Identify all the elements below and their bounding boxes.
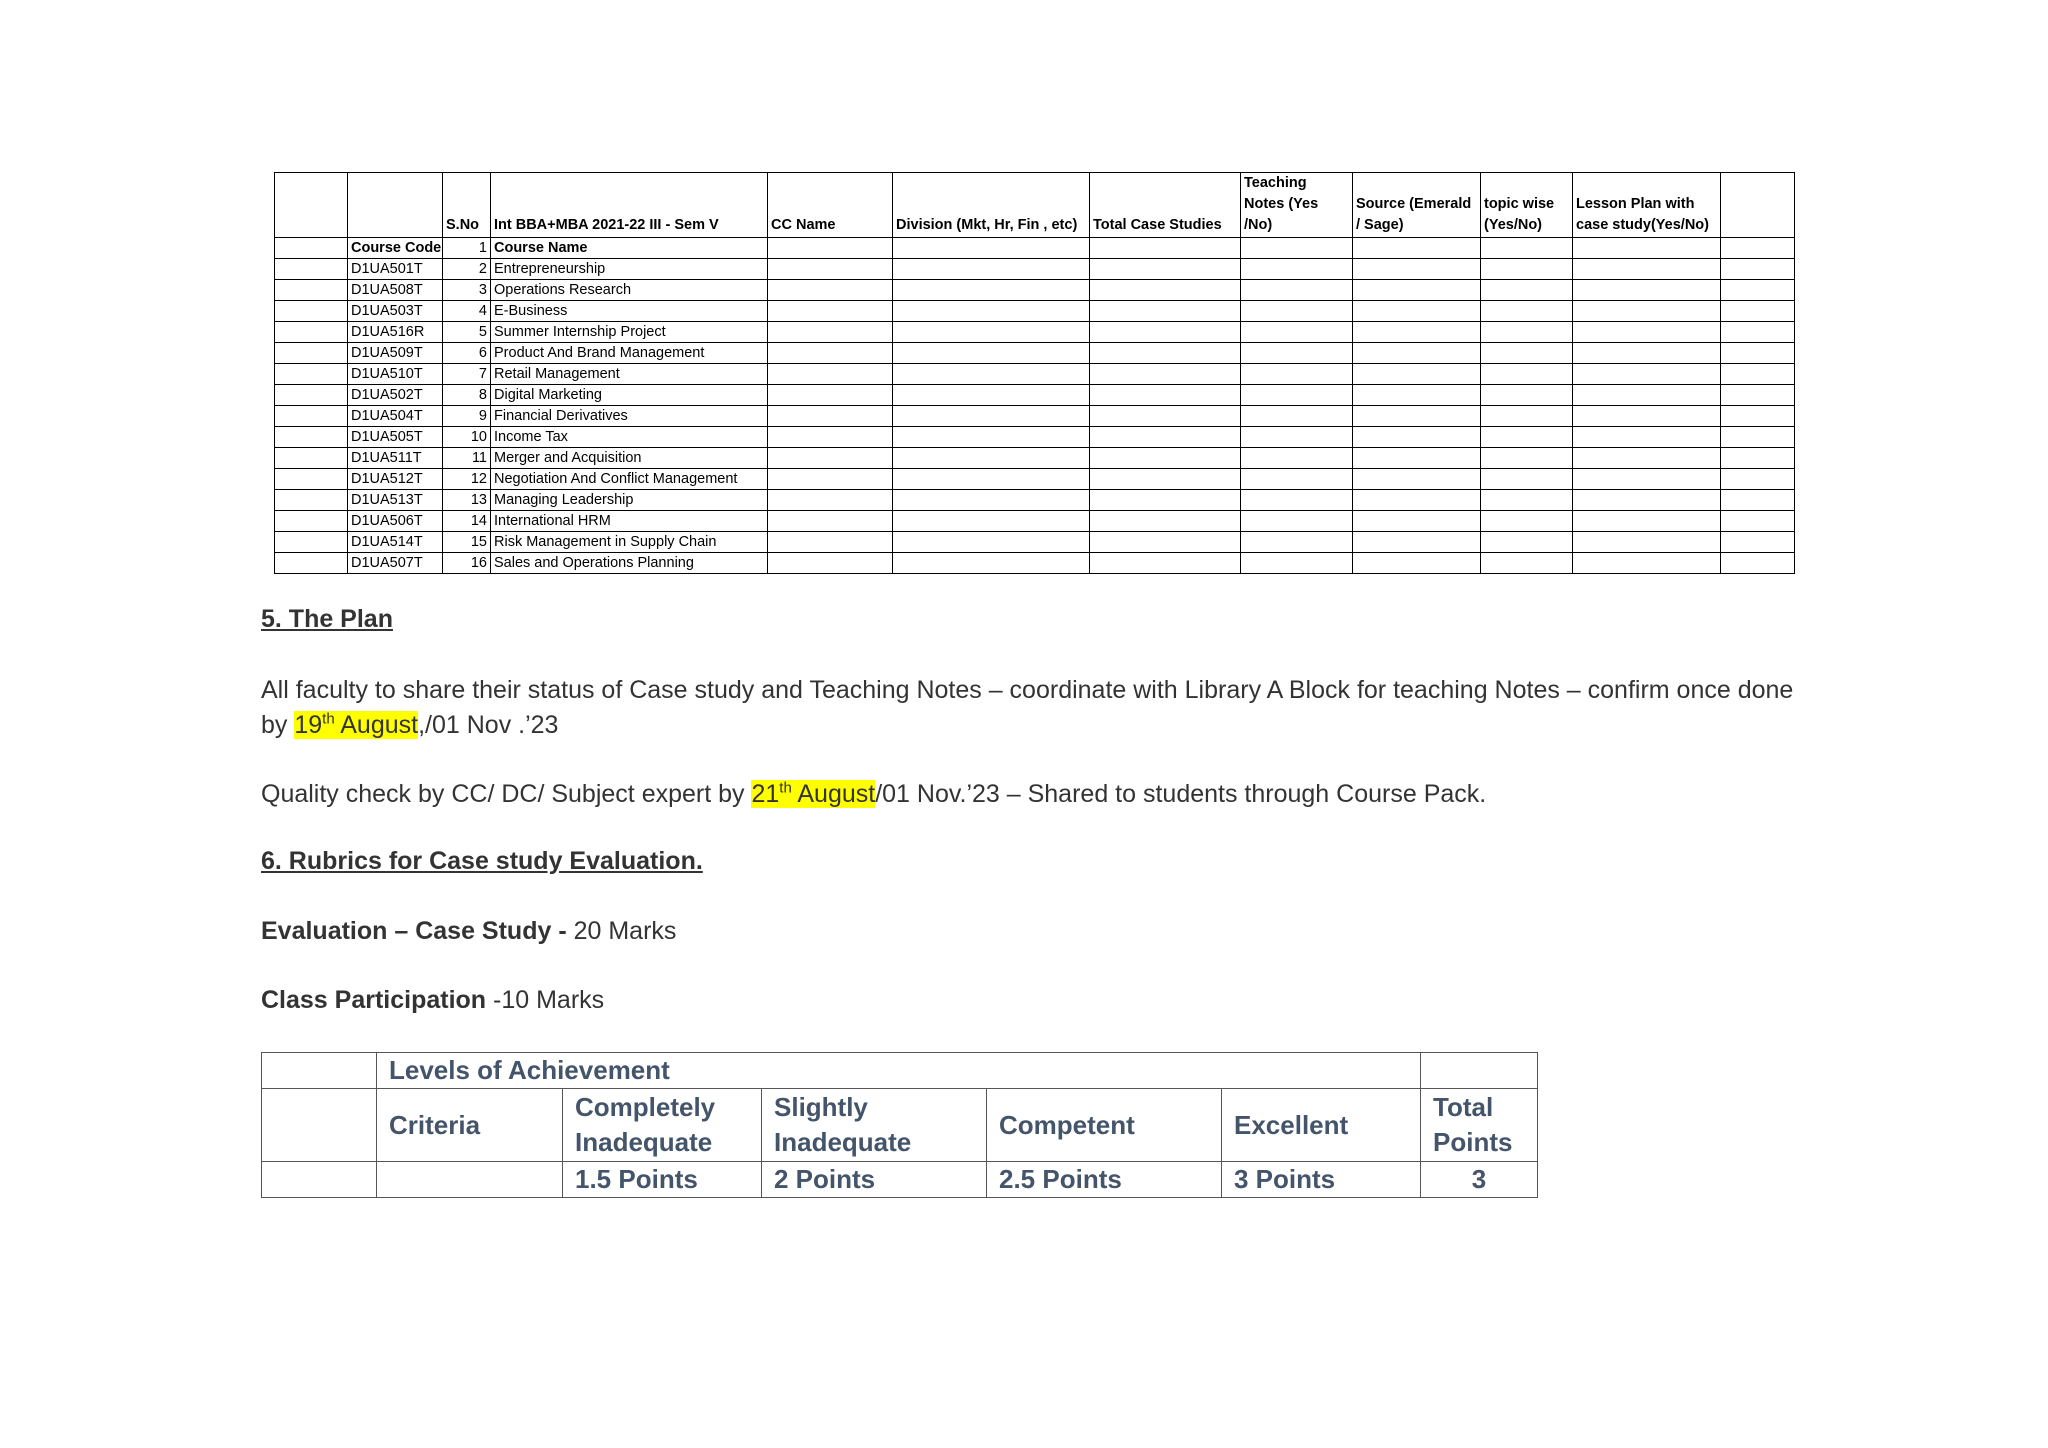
course-name-cell: Entrepreneurship — [491, 259, 768, 280]
criteria-header: Criteria — [377, 1089, 563, 1162]
sno-cell: 13 — [443, 490, 491, 511]
table-row — [275, 553, 1795, 574]
class-participation-value: -10 Marks — [486, 986, 605, 1014]
topic-wise-cell — [1481, 385, 1573, 406]
division-cell — [893, 385, 1090, 406]
sno-cell: 15 — [443, 532, 491, 553]
total-case-studies-cell — [1090, 343, 1241, 364]
header-blank-cell — [275, 173, 348, 238]
teaching-notes-cell — [1241, 490, 1353, 511]
sno-cell: 1 — [443, 238, 491, 259]
total-case-studies-cell — [1090, 301, 1241, 322]
blank-cell — [1721, 553, 1795, 574]
division-cell — [893, 322, 1090, 343]
blank-cell — [275, 553, 348, 574]
deadline-2-month: August — [791, 780, 876, 808]
source-cell — [1353, 385, 1481, 406]
teaching-notes-cell — [1241, 427, 1353, 448]
source-cell — [1353, 532, 1481, 553]
course-code-cell: D1UA512T — [348, 469, 443, 490]
blank-cell — [275, 322, 348, 343]
cc-name-cell — [768, 322, 893, 343]
course-name-cell: E-Business — [491, 301, 768, 322]
table-row — [275, 280, 1795, 301]
blank-cell — [275, 343, 348, 364]
course-code-cell: D1UA516R — [348, 322, 443, 343]
teaching-notes-cell — [1241, 301, 1353, 322]
lesson-plan-cell — [1573, 343, 1721, 364]
course-code-cell: D1UA509T — [348, 343, 443, 364]
course-name-cell: Operations Research — [491, 280, 768, 301]
blank-cell — [1721, 301, 1795, 322]
topic-wise-cell — [1481, 322, 1573, 343]
topic-wise-cell — [1481, 280, 1573, 301]
lesson-plan-cell — [1573, 385, 1721, 406]
topic-wise-cell — [1481, 301, 1573, 322]
rubric-row-levels — [262, 1053, 1538, 1089]
division-cell — [893, 301, 1090, 322]
blank-cell — [275, 364, 348, 385]
rubric-row-points — [262, 1162, 1538, 1198]
course-name-cell: Digital Marketing — [491, 385, 768, 406]
source-cell — [1353, 469, 1481, 490]
teaching-notes-cell — [1241, 322, 1353, 343]
rubrics-heading: 6. Rubrics for Case study Evaluation. — [261, 847, 703, 875]
lesson-plan-cell — [1573, 322, 1721, 343]
total-points-header: Total Points — [1421, 1089, 1538, 1162]
course-name-cell: Financial Derivatives — [491, 406, 768, 427]
blank-cell — [1241, 238, 1353, 259]
teaching-notes-cell — [1241, 406, 1353, 427]
blank-cell — [893, 238, 1090, 259]
total-case-studies-cell — [1090, 469, 1241, 490]
table-row — [275, 343, 1795, 364]
sno-cell: 8 — [443, 385, 491, 406]
table-header-row — [275, 173, 1795, 238]
points-slightly-inadequate: 2 Points — [762, 1162, 987, 1198]
class-participation-line — [261, 983, 604, 1018]
plan-heading: 5. The Plan — [261, 605, 393, 633]
total-case-studies-cell — [1090, 364, 1241, 385]
total-case-studies-cell — [1090, 385, 1241, 406]
cc-name-cell — [768, 343, 893, 364]
blank-cell — [275, 280, 348, 301]
table-row — [275, 532, 1795, 553]
table-row — [275, 259, 1795, 280]
total-case-studies-cell — [1090, 259, 1241, 280]
cc-name-cell — [768, 364, 893, 385]
rubric-row-headers — [262, 1089, 1538, 1162]
course-code-cell: D1UA511T — [348, 448, 443, 469]
header-lesson-plan: Lesson Plan with case study(Yes/No) — [1573, 173, 1721, 238]
division-cell — [893, 511, 1090, 532]
lesson-plan-cell — [1573, 364, 1721, 385]
blank-cell — [275, 259, 348, 280]
topic-wise-cell — [1481, 364, 1573, 385]
course-code-cell: D1UA510T — [348, 364, 443, 385]
course-code-cell: D1UA502T — [348, 385, 443, 406]
levels-of-achievement-title: Levels of Achievement — [377, 1053, 1421, 1089]
total-case-studies-cell — [1090, 490, 1241, 511]
blank-cell — [377, 1162, 563, 1198]
header-source: Source (Emerald / Sage) — [1353, 173, 1481, 238]
plan-p1-end: ,/01 Nov .’23 — [418, 711, 559, 739]
cc-name-cell — [768, 532, 893, 553]
source-cell — [1353, 364, 1481, 385]
topic-wise-cell — [1481, 406, 1573, 427]
points-competent: 2.5 Points — [987, 1162, 1222, 1198]
course-name-cell: Retail Management — [491, 364, 768, 385]
source-cell — [1353, 427, 1481, 448]
sno-cell: 3 — [443, 280, 491, 301]
source-cell — [1353, 280, 1481, 301]
total-case-studies-cell — [1090, 532, 1241, 553]
blank-cell — [275, 406, 348, 427]
course-name-cell: Negotiation And Conflict Management — [491, 469, 768, 490]
topic-wise-cell — [1481, 469, 1573, 490]
course-table — [274, 172, 1795, 574]
lesson-plan-cell — [1573, 490, 1721, 511]
sno-cell: 4 — [443, 301, 491, 322]
evaluation-value: 20 Marks — [573, 917, 677, 945]
header-blank-cell — [1721, 173, 1795, 238]
sno-cell: 9 — [443, 406, 491, 427]
course-name-cell: Merger and Acquisition — [491, 448, 768, 469]
plan-p2-text: Quality check by CC/ DC/ Subject expert by — [261, 780, 752, 808]
blank-cell — [275, 301, 348, 322]
lesson-plan-cell — [1573, 427, 1721, 448]
deadline-1-month: August — [334, 711, 419, 739]
source-cell — [1353, 259, 1481, 280]
table-row — [275, 511, 1795, 532]
header-total-case-studies: Total Case Studies — [1090, 173, 1241, 238]
table-row — [275, 406, 1795, 427]
evaluation-line — [261, 914, 676, 949]
source-cell — [1353, 322, 1481, 343]
blank-cell — [1573, 238, 1721, 259]
topic-wise-cell — [1481, 427, 1573, 448]
lesson-plan-cell — [1573, 511, 1721, 532]
course-name-cell: Product And Brand Management — [491, 343, 768, 364]
excellent-header: Excellent — [1222, 1089, 1421, 1162]
points-total: 3 — [1421, 1162, 1538, 1198]
blank-cell — [1721, 427, 1795, 448]
division-cell — [893, 490, 1090, 511]
table-row — [275, 322, 1795, 343]
table-row — [275, 385, 1795, 406]
total-case-studies-cell — [1090, 406, 1241, 427]
course-code-cell: D1UA506T — [348, 511, 443, 532]
lesson-plan-cell — [1573, 448, 1721, 469]
division-cell — [893, 343, 1090, 364]
blank-cell — [262, 1089, 377, 1162]
header-sno: S.No — [443, 173, 491, 238]
total-case-studies-cell — [1090, 448, 1241, 469]
course-code-cell: D1UA504T — [348, 406, 443, 427]
lesson-plan-cell — [1573, 532, 1721, 553]
blank-cell — [275, 490, 348, 511]
header-teaching-notes: Teaching Notes (Yes /No) — [1241, 173, 1353, 238]
topic-wise-cell — [1481, 553, 1573, 574]
division-cell — [893, 406, 1090, 427]
division-cell — [893, 427, 1090, 448]
total-case-studies-cell — [1090, 553, 1241, 574]
total-case-studies-cell — [1090, 280, 1241, 301]
lesson-plan-cell — [1573, 553, 1721, 574]
blank-cell — [1721, 280, 1795, 301]
blank-cell — [275, 448, 348, 469]
source-cell — [1353, 301, 1481, 322]
source-cell — [1353, 448, 1481, 469]
sno-cell: 12 — [443, 469, 491, 490]
course-code-cell: D1UA503T — [348, 301, 443, 322]
table-row — [275, 448, 1795, 469]
table-row — [275, 490, 1795, 511]
topic-wise-cell — [1481, 343, 1573, 364]
sno-cell: 14 — [443, 511, 491, 532]
blank-cell — [1721, 364, 1795, 385]
course-name-cell: Income Tax — [491, 427, 768, 448]
header-blank-cell — [348, 173, 443, 238]
course-code-cell: D1UA505T — [348, 427, 443, 448]
division-cell — [893, 448, 1090, 469]
teaching-notes-cell — [1241, 532, 1353, 553]
deadline-highlight-2 — [751, 780, 875, 808]
cc-name-cell — [768, 280, 893, 301]
blank-cell — [1721, 511, 1795, 532]
cc-name-cell — [768, 490, 893, 511]
cc-name-cell — [768, 301, 893, 322]
header-division: Division (Mkt, Hr, Fin , etc) — [893, 173, 1090, 238]
course-code-cell: D1UA501T — [348, 259, 443, 280]
cc-name-cell — [768, 553, 893, 574]
points-completely-inadequate: 1.5 Points — [563, 1162, 762, 1198]
deadline-highlight-1 — [294, 711, 418, 739]
sno-cell: 11 — [443, 448, 491, 469]
division-cell — [893, 259, 1090, 280]
source-cell — [1353, 490, 1481, 511]
header-program: Int BBA+MBA 2021-22 III - Sem V — [491, 173, 768, 238]
course-name-cell: Risk Management in Supply Chain — [491, 532, 768, 553]
plan-paragraph-1 — [261, 673, 1821, 743]
course-code-label: Course Code — [348, 238, 443, 259]
teaching-notes-cell — [1241, 511, 1353, 532]
course-name-cell: Sales and Operations Planning — [491, 553, 768, 574]
table-row — [275, 427, 1795, 448]
evaluation-label: Evaluation – Case Study - — [261, 917, 574, 945]
division-cell — [893, 532, 1090, 553]
deadline-2-suffix: th — [779, 779, 792, 797]
course-code-cell: D1UA514T — [348, 532, 443, 553]
table-row — [275, 364, 1795, 385]
slightly-inadequate-header: Slightly Inadequate — [762, 1089, 987, 1162]
plan-paragraph-2 — [261, 777, 1861, 812]
course-name-cell: Summer Internship Project — [491, 322, 768, 343]
blank-cell — [1721, 448, 1795, 469]
total-case-studies-cell — [1090, 511, 1241, 532]
blank-cell — [1721, 406, 1795, 427]
blank-cell — [1721, 343, 1795, 364]
blank-cell — [1721, 259, 1795, 280]
table-label-row — [275, 238, 1795, 259]
blank-cell — [275, 385, 348, 406]
sno-cell: 16 — [443, 553, 491, 574]
header-topic-wise: topic wise (Yes/No) — [1481, 173, 1573, 238]
teaching-notes-cell — [1241, 280, 1353, 301]
blank-cell — [275, 427, 348, 448]
blank-cell — [1721, 469, 1795, 490]
points-excellent: 3 Points — [1222, 1162, 1421, 1198]
blank-cell — [275, 238, 348, 259]
cc-name-cell — [768, 259, 893, 280]
blank-cell — [262, 1162, 377, 1198]
topic-wise-cell — [1481, 532, 1573, 553]
blank-cell — [275, 532, 348, 553]
course-name-label: Course Name — [491, 238, 768, 259]
table-row — [275, 301, 1795, 322]
blank-cell — [1481, 238, 1573, 259]
blank-cell — [1721, 322, 1795, 343]
division-cell — [893, 553, 1090, 574]
blank-cell — [1421, 1053, 1538, 1089]
lesson-plan-cell — [1573, 406, 1721, 427]
teaching-notes-cell — [1241, 448, 1353, 469]
topic-wise-cell — [1481, 448, 1573, 469]
cc-name-cell — [768, 469, 893, 490]
teaching-notes-cell — [1241, 553, 1353, 574]
source-cell — [1353, 343, 1481, 364]
source-cell — [1353, 553, 1481, 574]
lesson-plan-cell — [1573, 469, 1721, 490]
teaching-notes-cell — [1241, 385, 1353, 406]
course-name-cell: International HRM — [491, 511, 768, 532]
deadline-2-day: 21 — [751, 780, 780, 808]
topic-wise-cell — [1481, 259, 1573, 280]
teaching-notes-cell — [1241, 343, 1353, 364]
course-code-cell: D1UA513T — [348, 490, 443, 511]
header-cc-name: CC Name — [768, 173, 893, 238]
rubric-table — [261, 1052, 1538, 1198]
course-name-cell: Managing Leadership — [491, 490, 768, 511]
cc-name-cell — [768, 385, 893, 406]
total-case-studies-cell — [1090, 322, 1241, 343]
division-cell — [893, 364, 1090, 385]
lesson-plan-cell — [1573, 301, 1721, 322]
sno-cell: 5 — [443, 322, 491, 343]
course-code-cell: D1UA507T — [348, 553, 443, 574]
lesson-plan-cell — [1573, 259, 1721, 280]
blank-cell — [1721, 238, 1795, 259]
sno-cell: 2 — [443, 259, 491, 280]
source-cell — [1353, 511, 1481, 532]
blank-cell — [1353, 238, 1481, 259]
cc-name-cell — [768, 448, 893, 469]
blank-cell — [275, 511, 348, 532]
cc-name-cell — [768, 511, 893, 532]
course-code-cell: D1UA508T — [348, 280, 443, 301]
blank-cell — [1721, 490, 1795, 511]
division-cell — [893, 280, 1090, 301]
class-participation-label: Class Participation — [261, 986, 487, 1014]
cc-name-cell — [768, 406, 893, 427]
cc-name-cell — [768, 427, 893, 448]
division-cell — [893, 469, 1090, 490]
lesson-plan-cell — [1573, 280, 1721, 301]
topic-wise-cell — [1481, 511, 1573, 532]
plan-p1-text: All faculty to share their status of Case study and Teaching Notes – coordinate with Library A Block for teaching Notes – confirm once done by — [261, 676, 1794, 739]
blank-cell — [1721, 385, 1795, 406]
sno-cell: 6 — [443, 343, 491, 364]
deadline-1-suffix: th — [322, 710, 335, 728]
completely-inadequate-header: Completely Inadequate — [563, 1089, 762, 1162]
total-case-studies-cell — [1090, 427, 1241, 448]
deadline-1-day: 19 — [294, 711, 323, 739]
teaching-notes-cell — [1241, 259, 1353, 280]
blank-cell — [1721, 532, 1795, 553]
competent-header: Competent — [987, 1089, 1222, 1162]
blank-cell — [275, 469, 348, 490]
topic-wise-cell — [1481, 490, 1573, 511]
blank-cell — [768, 238, 893, 259]
blank-cell — [1090, 238, 1241, 259]
teaching-notes-cell — [1241, 469, 1353, 490]
teaching-notes-cell — [1241, 364, 1353, 385]
table-row — [275, 469, 1795, 490]
sno-cell: 10 — [443, 427, 491, 448]
blank-cell — [262, 1053, 377, 1089]
source-cell — [1353, 406, 1481, 427]
plan-p2-end: /01 Nov.’23 – Shared to students through Course Pack. — [875, 780, 1487, 808]
sno-cell: 7 — [443, 364, 491, 385]
